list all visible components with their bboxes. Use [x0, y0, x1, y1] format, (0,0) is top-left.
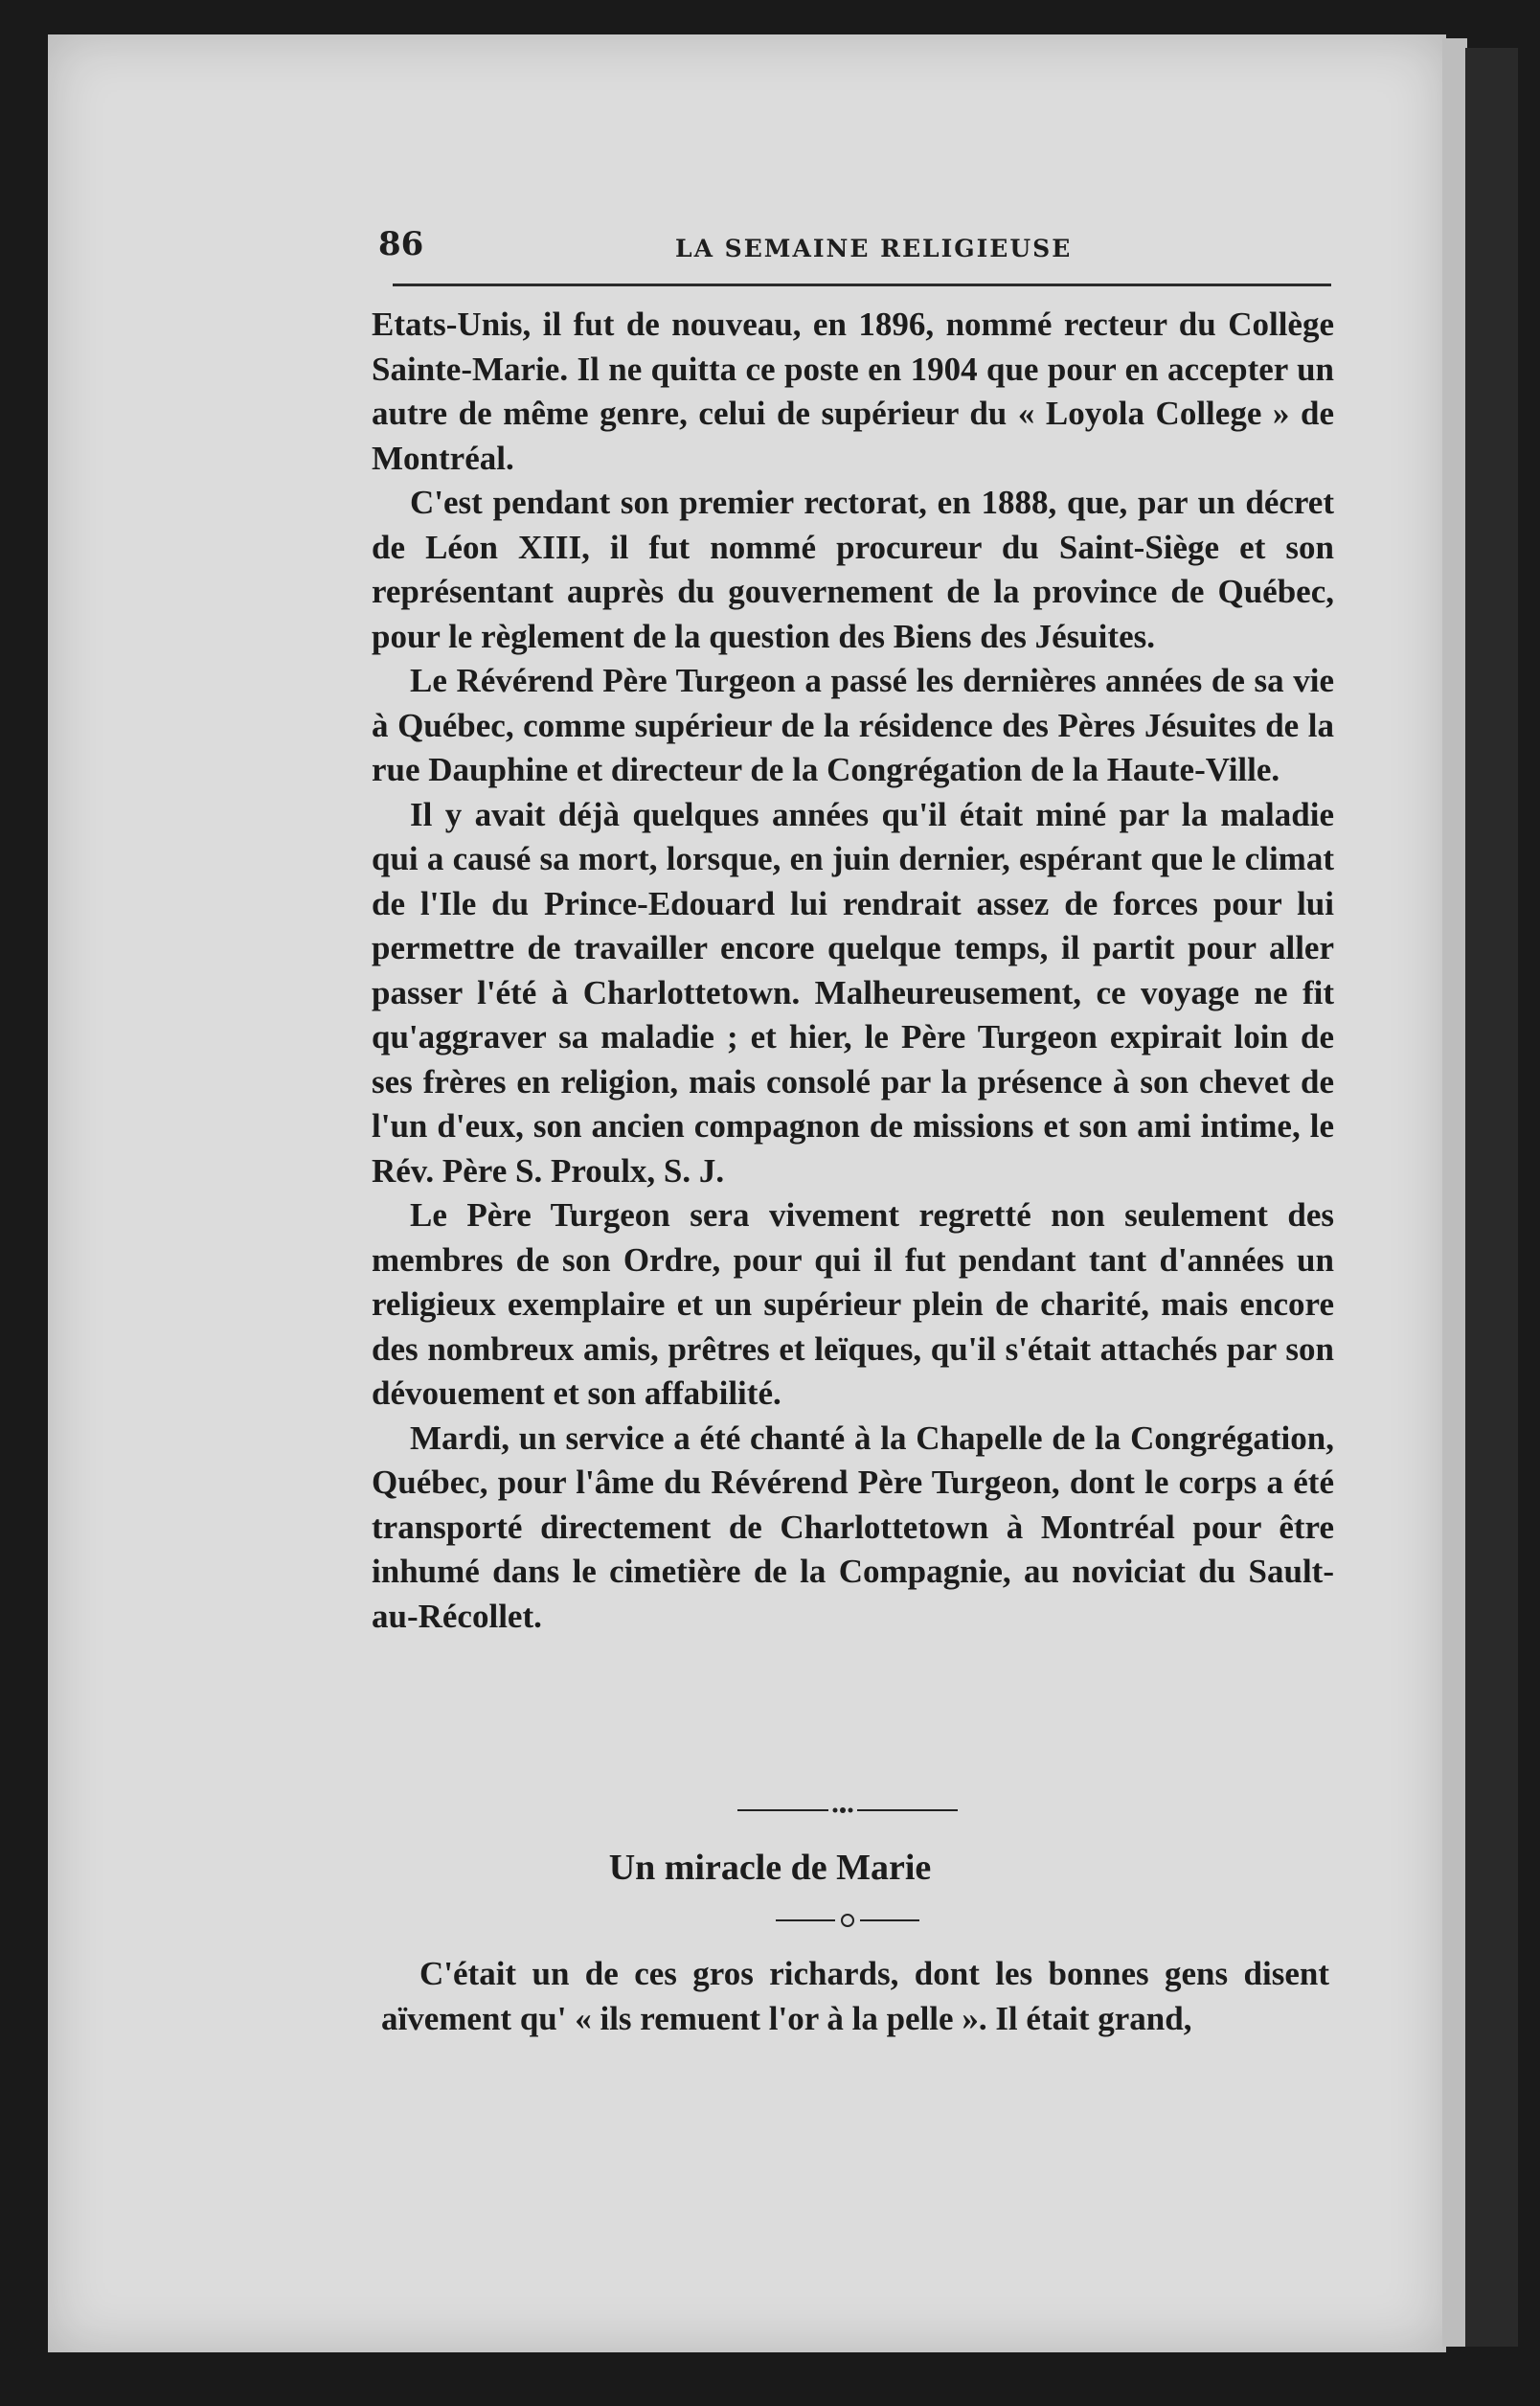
running-title: LA SEMAINE RELIGIEUSE	[675, 235, 1073, 262]
title-rule-ornament	[776, 1911, 919, 1930]
paragraph: Le Révérend Père Turgeon a passé les dernières années de sa vie à Québec, comme supérieur de la résidence des Pères Jésuites de la rue Dauphine et directeur de la Congrégation de la Haute-Ville.	[372, 662, 1334, 788]
paragraph: Etats-Unis, il fut de nouveau, en 1896, nommé recteur du Collège Sainte-Marie. Il ne quitta ce poste en 1904 que pour en accepter un autre de même genre, celui de supérieur du « Loyola College » de Montréal.	[372, 306, 1334, 477]
paragraph: C'est pendant son premier rectorat, en 1888, que, par un décret de Léon XIII, il fut nommé procureur du Saint-Siège et son représentant auprès du gouvernement de la province de Québec, pour le règlement de la question des Biens des Jésuites.	[372, 484, 1334, 655]
section-divider-ornament	[737, 1801, 958, 1820]
paragraph: Le Père Turgeon sera vivement regretté non seulement des membres de son Ordre, pour qui il fut pendant tant d'années un religieux exemplaire et un supérieur plein de charité, mais encore des nombreux amis, prêtres et leïques, qu'il s'était attachés par son dévouement et son affabilité.	[372, 1196, 1334, 1412]
paragraph: Il y avait déjà quelques années qu'il était miné par la maladie qui a causé sa mort, lorsque, en juin dernier, espérant que le climat de l'Ile du Prince-Edouard lui rendrait assez de forces pour lui permettre de travailler encore quelque temps, il partit pour aller passer l'été à Charlottetown. Malheureusement, ce voyage ne fit qu'aggraver sa maladie ; et hier, le Père Turgeon expirait loin de ses frères en religion, mais consolé par la présence à son chevet de l'un d'eux, son ancien compagnon de missions et son ami intime, le Rév. Père S. Proulx, S. J.	[372, 795, 1334, 1190]
running-header	[378, 220, 1336, 278]
page-edge	[1442, 38, 1467, 2347]
page-number: 86	[378, 225, 424, 263]
header-rule	[393, 284, 1331, 286]
section-title: Un miracle de Marie	[608, 1848, 932, 1888]
paragraph: C'était un de ces gros richards, dont les bonnes gens disent aïvement qu' « ils remuent l'or à la pelle ». Il était grand,	[381, 1955, 1329, 2037]
section-body	[381, 1952, 1329, 2041]
binding-strip	[1465, 48, 1518, 2347]
paragraph: Mardi, un service a été chanté à la Chapelle de la Congrégation, Québec, pour l'âme du Révérend Père Turgeon, dont le corps a été transporté directement de Charlottetown à Montréal pour être inhumé dans le cimetière de la Compagnie, au noviciat du Sault-au-Récollet.	[372, 1419, 1334, 1635]
article-body	[372, 303, 1334, 1639]
